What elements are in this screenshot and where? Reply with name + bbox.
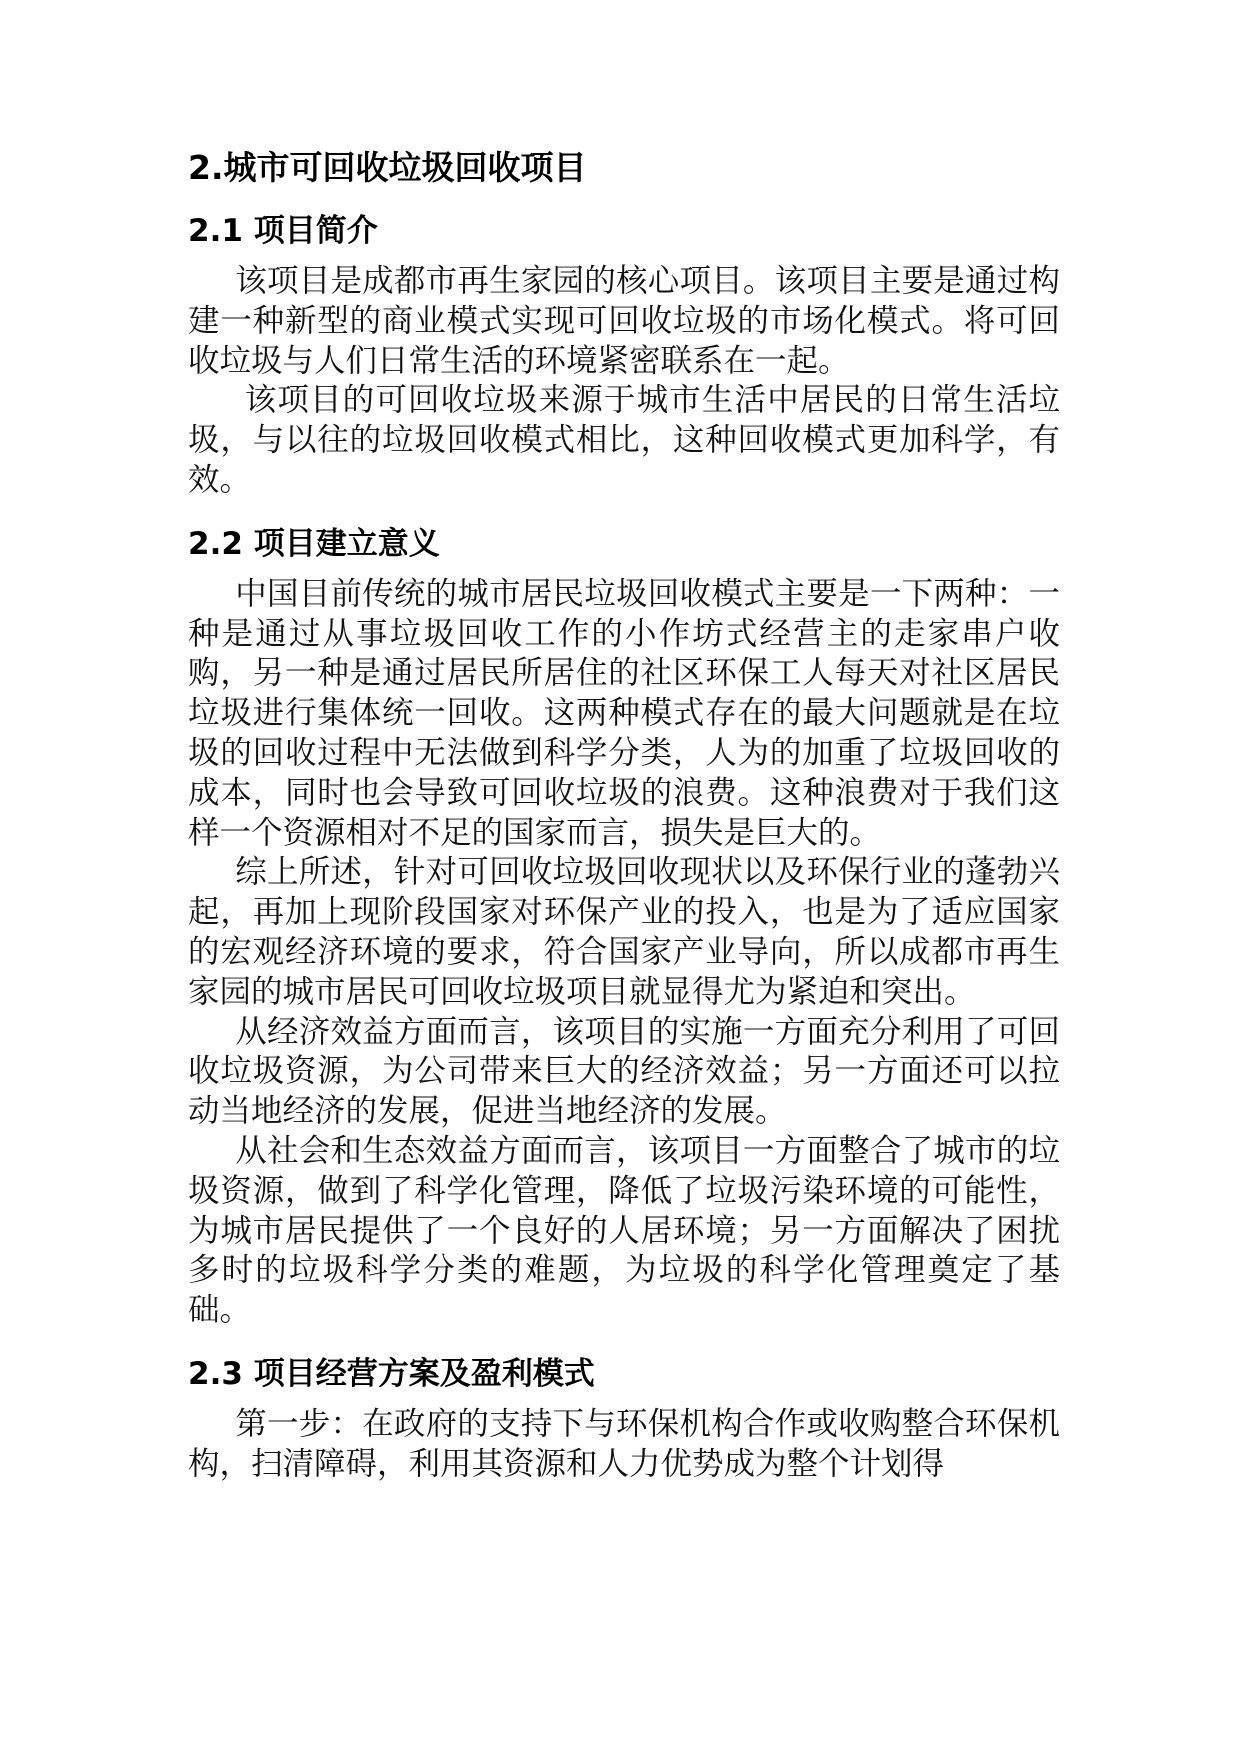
document-body (188, 146, 1060, 1485)
subsection-title-2-3: 2.3 项目经营方案及盈利模式 (188, 1355, 595, 1392)
paragraph-2-2-4: 从社会和生态效益方面而言，该项目一方面整合了城市的垃圾资源，做到了科学化管理，降低了垃圾污染环境的可能性，为城市居民提供了一个良好的人居环境；另一方面解决了困扰多时的垃圾科学分类的难题，为垃圾的科学化管理奠定了基础。 (188, 1132, 1060, 1329)
paragraph-2-2-2: 综上所述，针对可回收垃圾回收现状以及环保行业的蓬勃兴起，再加上现阶段国家对环保产业的投入，也是为了适应国家的宏观经济环境的要求，符合国家产业导向，所以成都市再生家园的城市居民可回收垃圾项目就显得尤为紧迫和突出。 (188, 854, 1060, 1010)
paragraph-2-1-2: 该项目的可回收垃圾来源于城市生活中居民的日常生活垃圾，与以往的垃圾回收模式相比，这种回收模式更加科学，有效。 (188, 382, 1060, 498)
subsection-title-2-1: 2.1 项目简介 (188, 213, 378, 249)
subsection-title-2-2: 2.2 项目建立意义 (188, 525, 440, 562)
paragraph-2-2-3: 从经济效益方面而言，该项目的实施一方面充分利用了可回收垃圾资源，为公司带来巨大的经济效益；另一方面还可以拉动当地经济的发展，促进当地经济的发展。 (188, 1013, 1060, 1130)
paragraph-2-3-1: 第一步：在政府的支持下与环保机构合作或收购整合环保机构，扫清障碍，利用其资源和人力优势成为整个计划得 (188, 1405, 1060, 1482)
paragraph-2-1-1: 该项目是成都市再生家园的核心项目。该项目主要是通过构建一种新型的商业模式实现可回收垃圾的市场化模式。将可回收垃圾与人们日常生活的环境紧密联系在一起。 (188, 263, 1060, 379)
section-title: 2.城市可回收垃圾回收项目 (188, 148, 587, 187)
paragraph-2-2-1: 中国目前传统的城市居民垃圾回收模式主要是一下两种：一种是通过从事垃圾回收工作的小作坊式经营主的走家串户收购，另一种是通过居民所居住的社区环保工人每天对社区居民垃圾进行集体统一回收。这两种模式存在的最大问题就是在垃圾的回收过程中无法做到科学分类，人为的加重了垃圾回收的成本，同时也会导致可回收垃圾的浪费。这种浪费对于我们这样一个资源相对不足的国家而言，损失是巨大的。 (188, 575, 1060, 851)
